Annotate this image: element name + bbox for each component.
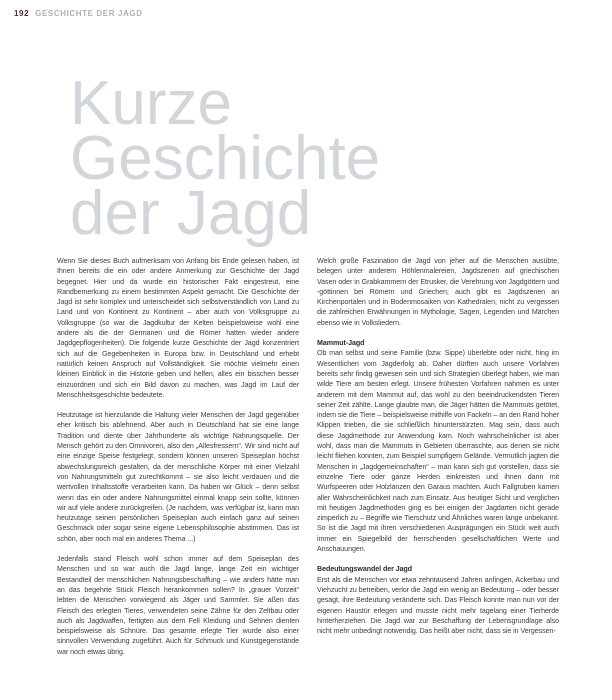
paragraph: Erst als die Menschen vor etwa zehntausend Jahren anfingen, Ackerbau und Viehzucht zu betreiben, verlor die Jagd ein wenig an Bedeutung – oder besser gesagt, ihre Bedeutung veränderte sich. Das Fleisch konnte man nun vor der eigenen Haustür erlegen und musste nicht mehr tagelang einer Tierherde hinterherziehen. Die Jagd war zur Beschaffung der Lebensgrundlage also nicht mehr unbedingt notwendig. Das heißt aber nicht, dass sie in Vergessen- <box>317 575 559 636</box>
article-title <box>70 68 381 248</box>
text-column-left <box>57 256 299 667</box>
paragraph: Jedenfalls stand Fleisch wohl schon immer auf dem Speiseplan des Menschen und so war auch die Jagd lange, lange Zeit ein wichtiger Bestandteil der menschlichen Nahrungsbeschaffung – wie anders hätte man an das begehrte Stück Fleisch herankommen sollen? In „grauer Vorzeit“ lebten die Menschen vorwiegend als Jäger und Sammler. Sie aßen das Fleisch des erlegten Tieres, verwendeten seine Zähne für den Zeltbau oder auch als Jagdwaffen, fertigten aus dem Fell Kleidung und Sehnen dienten beispielsweise als Schnüre. Das gesamte erlegte Tier wurde also einer sinnvollen Verwendung zugeführt. Auch für Schmuck und Kunstgegenstände war noch etwas übrig. <box>57 555 299 656</box>
subheading: Mammut-Jagd <box>317 339 365 348</box>
article-title-line-2: Geschichte <box>70 123 381 193</box>
paragraph: Wenn Sie dieses Buch aufmerksam von Anfang bis Ende gelesen haben, ist Ihnen bereits die ein oder andere Anmerkung zur Geschichte der Jagd begegnet. Hier und da wurde ein historischer Fakt eingestreut, eine Randbemerkung zu einem bestimmten Aspekt gemacht. Die Geschichte der Jagd ist sehr komplex und unterscheidet sich selbstverständlich von Land zu Land und von Kontinent zu Kontinent – aber auch von Volksgruppe zu Volksgruppe (so war die Jagdkultur der Kelten beispielsweise wohl eine andere als die der Germanen und die Römer hatten wieder andere Jagdgepflogenheiten). Die folgende kurze Geschichte der Jagd konzentriert sich auf die Gegebenheiten in Europa bzw. in Deutschland und erhebt natürlich keinen Anspruch auf Vollständigkeit. Sie möchte vielmehr einen kleinen Einblick in die Historie geben und helfen, alles ein bisschen besser einzuordnen und sich ein Bild davon zu machen, was Jagd im Lauf der Menschheitsgeschichte bedeutete. <box>57 257 299 399</box>
page-number: 192 <box>14 9 30 18</box>
paragraph: Welch große Faszination die Jagd von jeher auf die Menschen ausübte, belegen unter anderem Höhlenmalereien, Jagdszenen auf griechischen Vasen oder in Grabkammern der Etrusker, die Verehrung von Jagdgöttern und -göttinnen bei Römern und Griechen; auch gibt es Jagdszenen an Kirchenportalen und in Bodenmosaiken von Kathedralen, nicht zu vergessen die zahlreichen Erwähnungen in Mythologie, Sagen, Legenden und Märchen ebenso wie in Volksliedern. <box>317 257 559 327</box>
paragraph: Ob man selbst und seine Familie (bzw. Sippe) überlebte oder nicht, hing im Wesentlichen vom Jagderfolg ab. Daher dürften auch unsere Vorfahren bereits sehr findig gewesen sein und sich Strategien überlegt haben, wie man wilde Tiere am besten erlegt. Unsere frühesten Vorfahren nahmen es unter anderem mit dem Mammut auf, das wohl zu den beeindruckendsten Tieren seiner Zeit zählte. Lange glaubte man, die Jäger hätten die Mammuts getötet, indem sie die Tiere – beispielsweise mithilfe von Fackeln – an den Rand hoher Klippen trieben, die sie schließlich hinunterstürzten. Mag sein, dass auch diese Jagdmethode zur Anwendung kam. Noch wahrscheinlicher ist aber wohl, dass man die Mammuts in Gebieten überraschte, aus denen sie nicht leicht fliehen konnten, zum Beispiel sumpfigem Gelände. Vermutlich jagten die Menschen in „Jagdgemeinschaften“ – man kann sich gut vorstellen, dass sie einzelne Tiere oder ganze Herden einkreisten und ihnen dann mit Wurfspeeren oder Holzlanzen den Garaus machten. Auch Fallgruben kamen aller Wahrscheinlichkeit nach zum Einsatz. Aus heutiger Sicht und verglichen mit heutigen Jagdmethoden ging es bei einigen der Jagdarten nicht gerade zimperlich zu – Begriffe wie Tierschutz und Ähnliches waren lange unbekannt. So ist die Jagd mit ihren verschiedenen Ausprägungen ein Stück weit auch immer ein Spiegelbild der herrschenden gesellschaftlichen Werte und Anschauungen. <box>317 349 559 554</box>
chapter-title: GESCHICHTE DER JAGD <box>35 9 143 18</box>
article-title-line-3: der Jagd <box>70 178 312 248</box>
running-header <box>14 9 143 19</box>
article-title-line-1: Kurze <box>70 68 232 138</box>
paragraph: Heutzutage ist hierzulande die Haltung vieler Menschen der Jagd gegenüber eher kritisch bis ablehnend. Aber auch in Deutschland hat sie eine lange Tradition und diente über Jahrhunderte als wichtige Nahrungsquelle. Der Mensch gehört zu den Omnivoren, also den „Allesfressern“. Wir sind nicht auf eine einzige Speise festgelegt, sondern können unseren Speiseplan höchst abwechslungsreich gestalten, da der menschliche Körper mit einer Vielzahl von Nahrungsmitteln gut zurechtkommt – sie also leicht verdauen und die wertvollen Inhaltsstoffe verarbeiten kann. Da haben wir Glück – denn selbst wenn das ein oder andere Nahrungsmittel einmal knapp sein sollte, können wir auf viele andere zurückgreifen. (Je nachdem, was verfügbar ist, kann man heutzutage seinen persönlichen Speiseplan auch einfach ganz auf seinen Geschmack oder sogar seine eigene Lebensphilosophie abstimmen. Das ist schön, aber noch mal ein anderes Thema ...) <box>57 411 299 543</box>
subheading: Bedeutungswandel der Jagd <box>317 565 413 574</box>
text-column-right <box>317 256 559 646</box>
